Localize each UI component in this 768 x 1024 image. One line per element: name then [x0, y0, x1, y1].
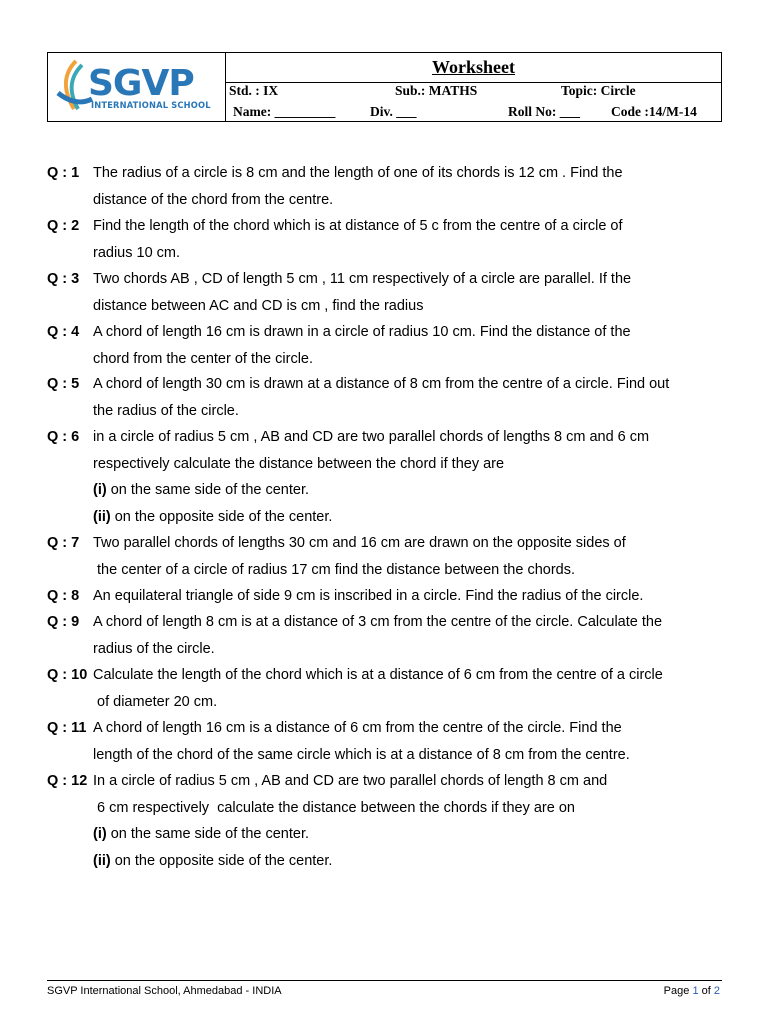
question-number: Q : 10: [47, 667, 88, 683]
question-number: Q : 6: [47, 429, 80, 445]
question-number: Q : 2: [47, 218, 80, 234]
logo-text: SGVP: [88, 63, 194, 104]
question-text: 6 cm respectively calculate the distance between the chords if they are on: [93, 799, 575, 816]
sub-question: [93, 848, 723, 875]
question-number: Q : 7: [47, 535, 80, 551]
topic-field: Topic: Circle: [561, 83, 636, 98]
sub-question-text: on the opposite side of the center.: [110, 852, 333, 869]
roll-field: Roll No: ___: [508, 104, 580, 119]
sub-question: [93, 504, 723, 531]
sub-question-label: (i): [93, 826, 107, 842]
page-total: 2: [713, 985, 720, 997]
question-text: A chord of length 8 cm is at a distance of 3 cm from the centre of the circle. Calculate the: [93, 614, 663, 630]
std-field: Std. : IX: [229, 83, 279, 98]
sub-question-text: on the same side of the center.: [106, 826, 310, 842]
question-number: Q : 12: [47, 773, 88, 789]
question-number: Q : 11: [47, 720, 87, 736]
sub-question-text: on the opposite side of the center.: [110, 508, 333, 525]
question-number: Q : 8: [47, 588, 80, 604]
question-number: Q : 1: [47, 165, 80, 181]
question-number: Q : 9: [47, 614, 80, 630]
question-text: radius 10 cm.: [93, 244, 181, 261]
sub-question-label: (ii): [93, 852, 111, 869]
question-text: in a circle of radius 5 cm , AB and CD are two parallel chords of lengths 8 cm and 6 cm: [93, 429, 650, 445]
worksheet-title: Worksheet: [432, 57, 515, 77]
question-text: chord from the center of the circle.: [93, 350, 314, 367]
school-logo: [48, 53, 226, 121]
footer-divider: [47, 980, 722, 981]
question-number: Q : 3: [47, 271, 80, 287]
sub-question-label: (ii): [93, 508, 111, 525]
question-text: Two parallel chords of lengths 30 cm and 16 cm are drawn on the opposite sides of: [93, 535, 626, 551]
question-text: length of the chord of the same circle which is at a distance of 8 cm from the centre.: [93, 746, 630, 763]
page-word: Page: [663, 985, 690, 997]
question-text: Two chords AB , CD of length 5 cm , 11 cm respectively of a circle are parallel. If the: [93, 271, 632, 287]
code-field: Code :14/M-14: [611, 104, 697, 119]
worksheet-header: [47, 52, 722, 122]
question-text: A chord of length 30 cm is drawn at a distance of 8 cm from the centre of a circle. Find out: [93, 376, 670, 392]
question-text: A chord of length 16 cm is a distance of 6 cm from the centre of the circle. Find the: [93, 720, 622, 736]
sub-question: [93, 477, 723, 504]
page-of: of: [701, 985, 711, 997]
question-text: distance between AC and CD is cm , find the radius: [93, 297, 424, 314]
question-text: In a circle of radius 5 cm , AB and CD are two parallel chords of length 8 cm and: [93, 773, 608, 789]
question-number: Q : 4: [47, 324, 80, 340]
div-field: Div. ___: [370, 104, 417, 119]
question-text: distance of the chord from the centre.: [93, 191, 334, 208]
question-text: respectively calculate the distance between the chord if they are: [93, 455, 505, 472]
question-text: the center of a circle of radius 17 cm find the distance between the chords.: [93, 561, 575, 578]
sub-question: [93, 821, 723, 848]
question-text: The radius of a circle is 8 cm and the length of one of its chords is 12 cm . Find the: [93, 165, 623, 181]
question-text: of diameter 20 cm.: [93, 693, 218, 710]
question-number: Q : 5: [47, 376, 80, 392]
question-text: the radius of the circle.: [93, 402, 239, 419]
logo-subtext: INTERNATIONAL SCHOOL: [91, 101, 211, 111]
question-text: Find the length of the chord which is at distance of 5 c from the centre of a circle of: [93, 218, 623, 234]
page-current: 1: [692, 985, 699, 997]
sub-question-label: (i): [93, 482, 107, 498]
subject-field: Sub.: MATHS: [395, 83, 478, 98]
sub-question-text: on the same side of the center.: [106, 482, 310, 498]
footer-school: SGVP International School, Ahmedabad - INDIA: [47, 985, 282, 997]
page-indicator: [664, 985, 720, 997]
question-text: An equilateral triangle of side 9 cm is inscribed in a circle. Find the radius of the circle.: [93, 588, 644, 604]
question-text: Calculate the length of the chord which is at a distance of 6 cm from the centre of a circle: [93, 667, 663, 683]
question-text: A chord of length 16 cm is drawn in a circle of radius 10 cm. Find the distance of the: [93, 324, 631, 340]
name-field: Name: _________: [233, 104, 336, 119]
question-text: radius of the circle.: [93, 640, 215, 657]
